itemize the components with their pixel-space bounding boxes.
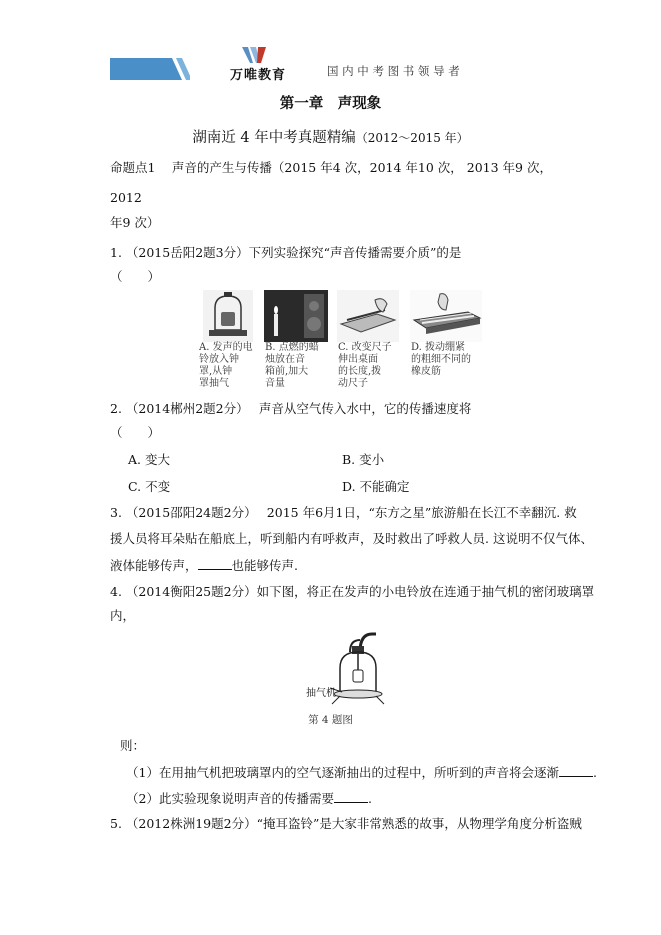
candle-speaker-icon [264,290,328,342]
topic-line-1: 命题点1 声音的产生与传播（2015 年4 次，2014 年10 次， 2013 年9 次， [110,160,552,175]
ruler-desk-icon [337,290,399,342]
q4-answer-blank-2[interactable] [334,790,368,803]
chapter-title: 第一章 声现象 [279,95,382,112]
q1-option-c: C. 改变尺子 伸出桌面 的长度,拨 动尺子 [338,342,392,389]
q4-sub-1: （1）在用抽气机把玻璃罩内的空气逐渐抽出的过程中，所听到的声音将会逐渐 . [126,765,597,780]
rubber-band-icon [410,290,482,342]
q5-line-1: 5. （2012株洲19题2分）“掩耳盗铃”是大家非常熟悉的故事，从物理学角度分析盗贼 [110,816,582,831]
q2-option-b: B. 变小 [342,452,385,467]
bell-jar-icon [197,290,259,342]
q3-answer-blank[interactable] [198,557,232,570]
q2-option-c: C. 不变 [128,479,171,494]
brand-name: 万唯教育 [230,68,287,83]
subtitle-range: （2012～2015 年） [355,131,469,145]
header [0,0,661,90]
q4-figure-caption: 第 4 题图 [308,714,353,726]
q1-paren: （ ） [110,269,161,284]
q1-option-b: B. 点燃的蜡 烛放在音 箱前,加大 音量 [265,342,319,389]
q2-option-a: A. 变大 [128,452,170,467]
q2-option-d: D. 不能确定 [342,479,410,494]
q4-sub-2: （2）此实验现象说明声音的传播需要 . [126,791,372,806]
q3-line-3: 液体能够传声， 也能够传声. [110,558,298,573]
q2-paren: （ ） [110,425,161,440]
q3-line-2: 援人员将耳朵贴在船底上，听到船内有呼救声，及时救出了呼救人员. 这说明不仅气体、 [110,531,593,546]
header-stripe [110,58,190,80]
q4-line-1: 4. （2014衡阳25题2分）如下图，将正在发声的小电铃放在连通于抽气机的密闭玻璃罩 [110,584,595,599]
section-subtitle [0,126,661,147]
topic-line-3: 年9 次） [110,215,160,230]
q4-line-2: 内， [110,608,136,623]
header-tagline: 国 内 中 考 图 书 领 导 者 [327,64,460,78]
q4-answer-blank-1[interactable] [559,764,593,777]
q2-stem: 2. （2014郴州2题2分） 声音从空气传入水中，它的传播速度将 [110,401,472,416]
topic-line-2: 2012 [110,190,142,205]
q1-stem: 1. （2015岳阳2题3分）下列实验探究“声音传播需要介质”的是 [110,245,462,260]
q4-ze: 则： [120,738,146,753]
q4-figure-label: 抽气机 [306,688,336,699]
q1-figure [197,290,486,390]
q3-line-1: 3. （2015邵阳24题2分） 2015 年6月1日，“东方之星”旅游船在长江不幸翻沉. 救 [110,505,577,520]
subtitle-main: 湖南近 4 年中考真题精编 [192,130,356,146]
q1-option-a: A. 发声的电 铃放入钟 罩,从钟 罩抽气 [199,342,253,389]
q1-option-d: D. 拨动绷紧 的粗细不同的 橡皮筋 [411,342,471,377]
